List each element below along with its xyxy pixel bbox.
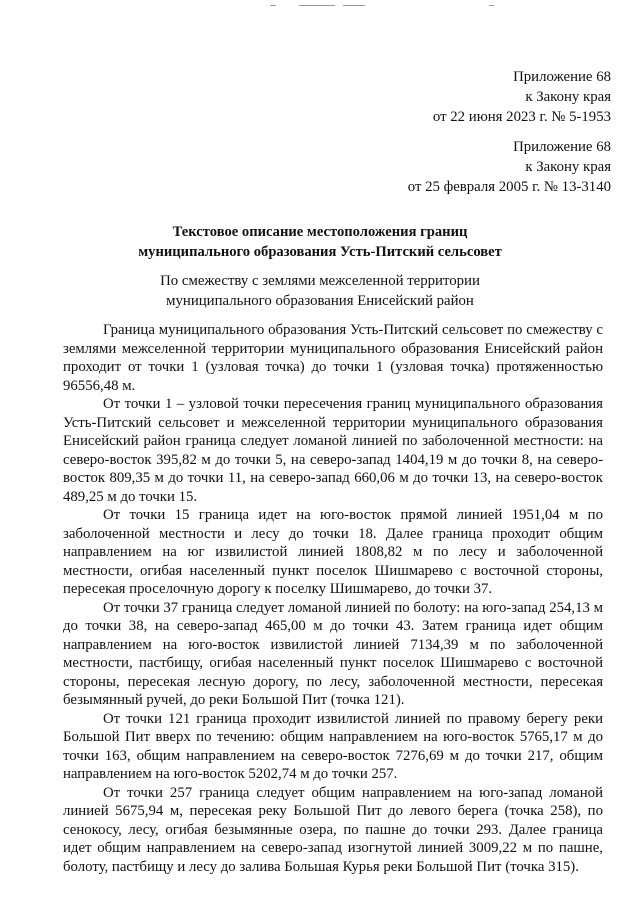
document-title-line: муниципального образования Усть-Питский сельсовет [138, 244, 502, 260]
scan-mark [489, 5, 494, 6]
document-body [63, 321, 603, 876]
appendix-law-date: от 22 июня 2023 г. № 5-1953 [432, 109, 611, 125]
appendix-number: Приложение 68 [513, 69, 611, 85]
scan-mark [299, 5, 335, 6]
body-paragraph: От точки 121 граница проходит извилистой линией по правому берегу реки Большой Пит вверх по течению: общим направлением на юго-восток 5765,17 м до точки 163, общим направлением на северо-восток 7276,69 м до точки 217, общим направлением на юго-восток 5202,74 м до точки 257. [63, 710, 603, 782]
document-title [0, 222, 640, 262]
body-paragraph: Граница муниципального образования Усть-Питский сельсовет по смежеству с землями межселенной территории муниципального образования Енисейский район проходит от точки 1 (узловая точка) до точки 1 (узловая точка) протяженностью 96556,48 м. [63, 322, 603, 394]
appendix-original-header [408, 137, 611, 197]
body-paragraph: От точки 15 граница идет на юго-восток прямой линией 1951,04 м по заболоченной местности и лесу до точки 18. Далее граница проходит общим направлением на юг извилистой линией 1808,82 м по лесу и заболоченной местности, огибая населенный пункт поселок Шишмарево с восточной стороны, пересекая проселочную дорогу к поселку Шишмарево, до точки 37. [63, 507, 603, 597]
document-subtitle [0, 271, 640, 311]
appendix-law-ref: к Закону края [525, 159, 611, 175]
scan-artifact-marks [0, 0, 640, 10]
appendix-law-date: от 25 февраля 2005 г. № 13-3140 [407, 179, 611, 195]
document-title-line: Текстовое описание местоположения границ [172, 224, 468, 240]
appendix-law-ref: к Закону края [525, 89, 611, 105]
scan-mark [343, 5, 365, 6]
appendix-current-header [433, 67, 611, 127]
document-subtitle-line: муниципального образования Енисейский район [166, 293, 474, 309]
scan-mark [270, 5, 276, 6]
body-paragraph: От точки 37 граница следует ломаной линией по болоту: на юго-запад 254,13 м до точки 38, на северо-запад 465,00 м до точки 43. Затем граница идет общим направлением на юго-восток извилистой линией 7134,39 м по заболоченной местности, пастбищу, огибая населенный пункт поселок Шишмарево с восточной стороны, пересекая лесную дорогу, по лесу, заболоченной местности, пересекая безымянный ручей, до реки Большой Пит (точка 121). [63, 599, 603, 708]
body-paragraph: От точки 1 – узловой точки пересечения границ муниципального образования Усть-Питский сельсовет и межселенной территории муниципального образования Енисейский район граница следует ломаной линией по заболоченной местности: на северо-восток 395,82 м до точки 5, на северо-запад 1404,19 м до точки 8, на северо-восток 809,35 м до точки 11, на северо-запад 660,06 м до точки 13, на северо-восток 489,25 м до точки 15. [63, 396, 603, 505]
appendix-number: Приложение 68 [513, 139, 611, 155]
body-paragraph: От точки 257 граница следует общим направлением на юго-запад ломаной линией 5675,94 м, пересекая реку Большой Пит до левого берега (точка 258), по сенокосу, лесу, огибая безымянные озера, по пашне до точки 293. Далее граница идет общим направлением на северо-запад изогнутой линией 3009,22 м по пашне, болоту, пастбищу и лесу до залива Большая Курья реки Большой Пит (точка 315). [63, 784, 603, 875]
document-subtitle-line: По смежеству с землями межселенной территории [160, 273, 480, 289]
